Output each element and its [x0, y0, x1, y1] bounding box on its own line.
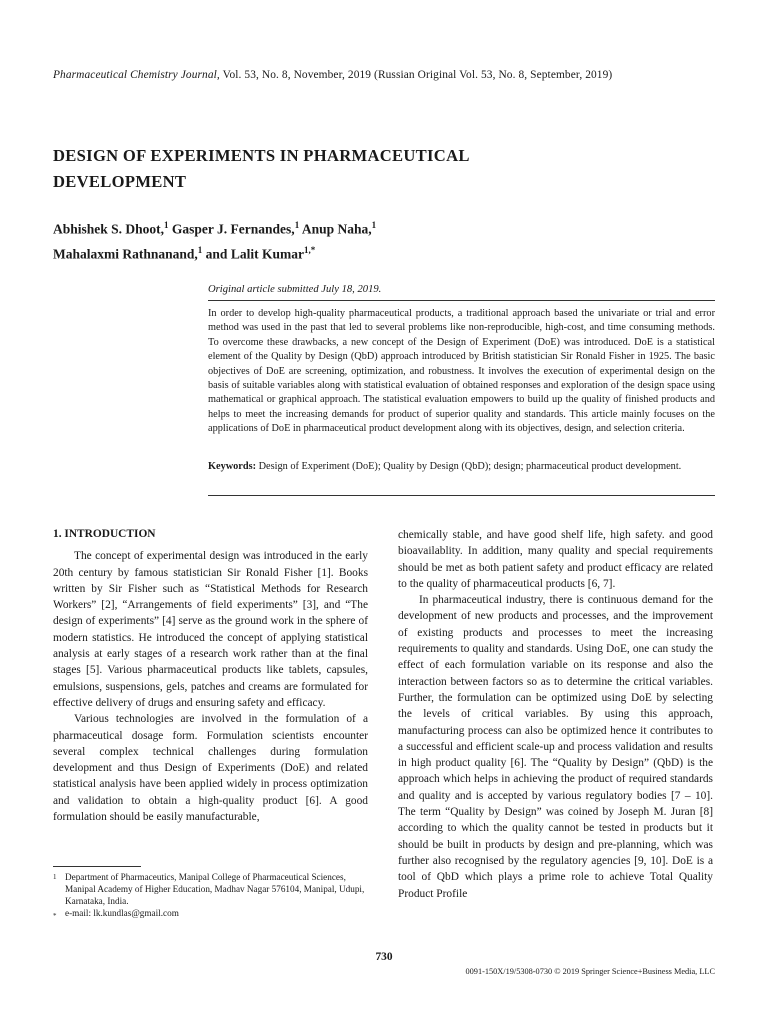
title-line-1: DESIGN OF EXPERIMENTS IN PHARMACEUTICAL — [53, 146, 470, 165]
article-title — [53, 143, 573, 195]
footnote-affiliation — [53, 871, 368, 907]
submission-date: Original article submitted July 18, 2019. — [208, 284, 382, 295]
author-affiliation-mark: 1 — [164, 220, 169, 230]
author-affiliation-mark: 1 — [197, 244, 203, 255]
paragraph: Various technologies are involved in the formulation of a pharmaceutical dosage form. Formulation scientists encounter several complex technical challenges during formulation development and thus Design of Experiments (DoE) and related statistical analysis have been applied widely in process optimization and validation to obtain a high-quality product [6]. A good formulation should be easily manufacturable, — [53, 713, 368, 824]
author-affiliation-mark: 1 — [371, 220, 377, 230]
author-list — [53, 215, 553, 264]
paragraph: The concept of experimental design was introduced in the early 20th century by famous statistician Sir Ronald Fisher [1]. Books written by Sir Fisher such as “Statistical Methods for Research Workers” [2], “Arrangements of field experiments” [3], and “The design of experiments” [4] serve as the ground work in the sphere of modern statistics. He introduced the concept of applying statistical analysis at early stages of a research work rather than at the final stages [5]. Various pharmaceutical products like tablets, capsules, emulsions, suspensions, gels, patches and creams are formulated for effective delivery of drugs and ensuring safety and efficacy. — [53, 550, 368, 709]
author-line-1 — [53, 215, 553, 240]
keywords-text: Design of Experiment (DoE); Quality by Design (QbD); design; pharmaceutical product development. — [256, 461, 682, 472]
footnote-rule — [53, 866, 141, 867]
paragraph: In pharmaceutical industry, there is continuous demand for the development of new products and processes, and the improvement of existing products and processes to meet the increasing requirements to quality and standards. Using DoE, one can study the effect of each formulation variable on its response and also the interaction between factors so as to determine the critical variables. Further, the formulation can be optimized using DoE by selecting the levels of critical variables. By using this approach, manufacturing process can also be optimized hence it contributes to a successful and efficient scale-up and process validation and results in high product quality [6]. The “Quality by Design” (QbD) is the approach which helps in achieving the product of required standards and quality and is accepted by various regulatory bodies [7 – 10]. The term “Quality by Design” was coined by Joseph M. Juran [8] according to which the quality cannot be tested in products but it should be built in products by design and pre-planning, which was further also recognised by the regulatory agencies [9, 10]. DoE is a tool of QbD which plays a prime role to achieve Total Quality Product Profile — [398, 594, 713, 900]
author-affiliation-mark: 1 — [294, 220, 300, 230]
footnote-text: Department of Pharmaceutics, Manipal College of Pharmaceutical Sciences, Manipal Academy of Higher Education, Madhav Nagar 576104, Manipal, Udupi, Karnataka, India. — [65, 872, 365, 906]
author-name: Gasper J. Fernandes, — [171, 221, 295, 237]
section-heading-introduction: 1. INTRODUCTION — [53, 528, 156, 540]
author-affiliation-mark: 1,* — [303, 244, 316, 255]
abstract-top-rule — [208, 300, 715, 301]
footnote-text: e-mail: lk.kundlas@gmail.com — [65, 908, 179, 918]
author-name: Anup Naha, — [301, 221, 372, 237]
journal-name: Pharmaceutical Chemistry Journal, — [53, 69, 220, 81]
abstract-bottom-rule — [208, 495, 715, 496]
left-column — [53, 526, 368, 825]
author-line-2 — [53, 240, 553, 265]
footnote-mark: 1 — [53, 873, 57, 881]
footnotes — [53, 871, 368, 919]
paragraph: chemically stable, and have good shelf life, high safety. and good bioavailablity. In addition, many quality and special requirements should be met as both patient safety and product efficacy are related to the quality of pharmaceutical products [6, 7]. — [398, 529, 713, 590]
author-name: Abhishek S. Dhoot, — [53, 221, 165, 237]
right-column — [398, 527, 713, 902]
journal-details: Vol. 53, No. 8, November, 2019 (Russian Original Vol. 53, No. 8, September, 2019) — [219, 69, 613, 81]
author-name: Mahalaxmi Rathnanand, — [53, 246, 198, 261]
keywords-label: Keywords: — [208, 461, 257, 472]
page-number: 730 — [375, 951, 393, 963]
footnote-email — [53, 907, 368, 919]
author-name: and Lalit Kumar — [205, 246, 304, 261]
journal-citation — [53, 69, 733, 81]
title-line-2: DEVELOPMENT — [53, 172, 187, 191]
keywords — [208, 460, 715, 474]
copyright-notice: 0091-150X/19/5308-0730 © 2019 Springer Science+Business Media, LLC — [465, 967, 715, 976]
footnote-mark: * — [53, 912, 57, 920]
abstract: In order to develop high-quality pharmaceutical products, a traditional approach based the univariate or trial and error method was used in the past that led to several problems like non-reproducible, high-cost, and time consuming methods. To overcome these drawbacks, a new concept of the Design of Experiment (DoE) was introduced. DoE is a statistical element of the Quality by Design (QbD) approach introduced by British statistician Sir Ronald Fisher in 1925. The basic objectives of DoE are screening, optimization, and robustness. It involves the execution of experimental design on the basis of suitable variables along with statistical evaluation of obtained responses and exploration of the design space using mathematical or graphical approach. The statistical evaluation empowers to build up the quality of finished products and helps to meet the increasing demands for product of superior quality and standards. This article mainly focuses on the applications of DoE in pharmaceutical product development along with its objectives, design, and selection criteria. — [208, 308, 715, 435]
